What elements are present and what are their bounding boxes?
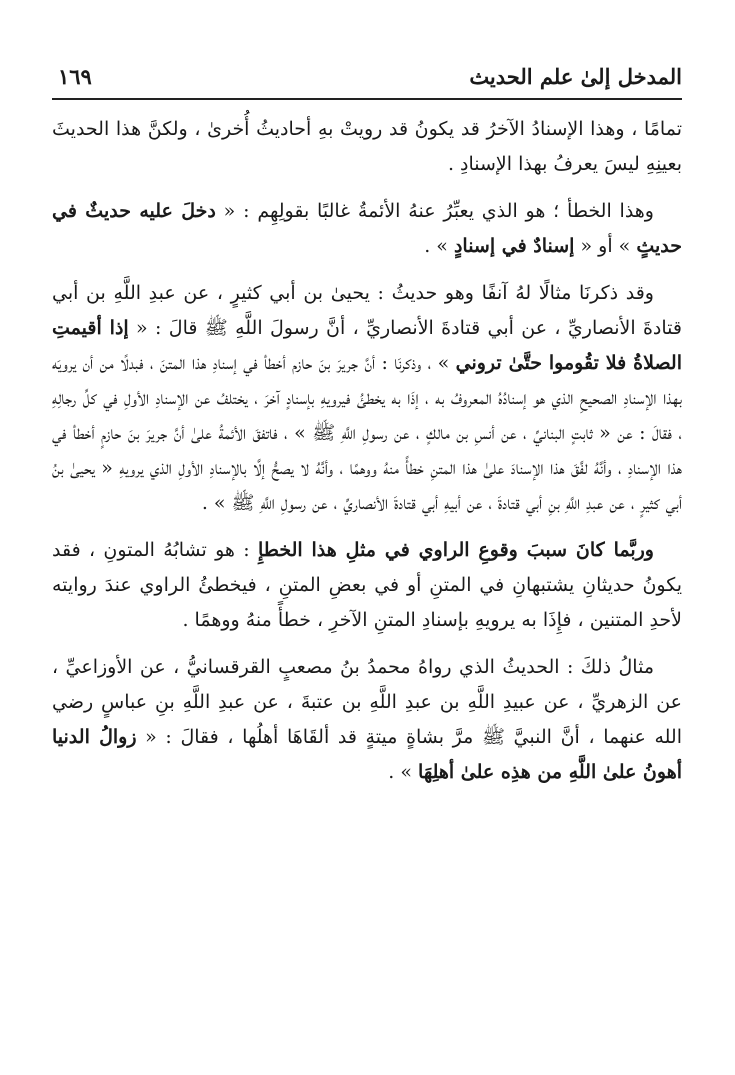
paragraph-5 xyxy=(52,650,682,790)
paragraph-text: » . xyxy=(388,761,419,783)
paragraph-3 xyxy=(52,276,682,521)
bold-phrase: إسنادٌ في إسنادٍ xyxy=(453,235,575,257)
page-body xyxy=(52,100,682,790)
paragraph-text: تمامًا ، وهذا الإسنادُ الآخرُ قد يكونُ قد رويتْ بهِ أحاديثُ أُخرىٰ ، ولكنَّ هذا الحديثَ بعينِهِ ليسَ يعرفُ بهذا الإسنادِ . xyxy=(52,118,682,175)
bold-phrase: دخلَ عليه حديثٌ في حديثٍ xyxy=(52,200,682,257)
paragraph-text: » أو « xyxy=(574,235,637,257)
paragraph-text: وقد ذكرنَا مثالًا لهُ آنفًا وهو حديثُ : يحيىٰ بن أبي كثيرٍ ، عن عبدِ اللَّهِ بن أبي قتادةَ الأنصاريِّ ، عن أبي قتادةَ الأنصاريِّ ، أنَّ رسولَ اللَّهِ ﷺ قالَ : « xyxy=(52,282,682,339)
paragraph-1 xyxy=(52,112,682,182)
paragraph-text: » ، وذكرنَا : أنَّ جريرَ بنَ حازم أخطأ في إسنادِ هذا المتنَ ، فبدلًا من أن يرويَه بهذا الإسنادِ الصحيحِ الذي هو إسنادُهُ المعروفُ به ، إذَا به يخطئُ فيرويهِ بإسنادٍ آخرَ ، يختلفُ عن الإسنادِ الأولِ في كلِّ رجالِهِ ، فقالَ : عن « ثابتٍ البنانيِّ ، عن أنسِ بن مالكٍ ، عن رسولِ اللَّهِ ﷺ » ، فاتفقَ الأئمةُ علىٰ أنَّ جريرَ بنَ حازمٍ أخطأ في هذا الإسنادِ ، وأنَّهُ لفَّقَ هذا الإسنادَ علىٰ هذا المتنِ خطأً منهُ ووهمًا ، وأنَّهُ لا يصحُّ إلَّا بالإسنادِ الأولِ الذي يرويهِ « يحيىٰ بنُ أبي كثيرٍ ، عن عبدِ اللَّهِ بنِ أبي قتادةَ ، عن أبيهِ أبي قتادةَ الأنصاريِّ ، عن رسولِ اللَّهِ ﷺ » . xyxy=(52,352,682,514)
page-header xyxy=(52,58,682,100)
bold-phrase: زوالُ الدنيا أهونُ علىٰ اللَّهِ من هذِه علىٰ أهلِهَا xyxy=(52,726,682,783)
paragraph-text: : هو تشابُهُ المتونِ ، فقد يكونُ حديثانِ يشتبهانِ في المتنِ أو في بعضِ المتنِ ، فيخطئُ الراوي عندَ روايته لأحدِ المتنين ، فإِذَا به يرويهِ بإسنادِ المتنِ الآخرِ ، خطأً منهُ ووهمًا . xyxy=(52,539,682,631)
book-page xyxy=(52,58,682,1038)
page-number: ١٦٩ xyxy=(58,64,92,89)
paragraph-text: مثالُ ذلكَ : الحديثُ الذي رواهُ محمدُ بنُ مصعبٍ القرقسانيُّ ، عن الأوزاعيِّ ، عن الزهريِّ ، عن عبيدِ اللَّهِ بن عبدِ اللَّهِ بن عتبةَ ، عن عبدِ اللَّهِ بنِ عباسٍ رضي الله عنهما ، أنَّ النبيَّ ﷺ مرَّ بشاةٍ ميتةٍ قد ألقَاهَا أهلُها ، فقالَ : « xyxy=(52,656,683,748)
running-title: المدخل إلىٰ علم الحديث xyxy=(469,64,682,89)
paragraph-text: » . xyxy=(424,235,454,257)
bold-phrase: وربَّما كانَ سببَ وقوعِ الراوي في مثلِ هذا الخطإِ xyxy=(257,539,654,561)
paragraph-text: وهذا الخطأ ؛ هو الذي يعبِّرُ عنهُ الأئمةُ غالبًا بقولِهِم : « xyxy=(215,200,654,222)
paragraph-2 xyxy=(52,194,682,264)
paragraph-4 xyxy=(52,533,682,638)
bold-phrase: إذا أقيمتِ الصلاةُ فلا تقُوموا حتَّىٰ تروني xyxy=(52,317,682,374)
